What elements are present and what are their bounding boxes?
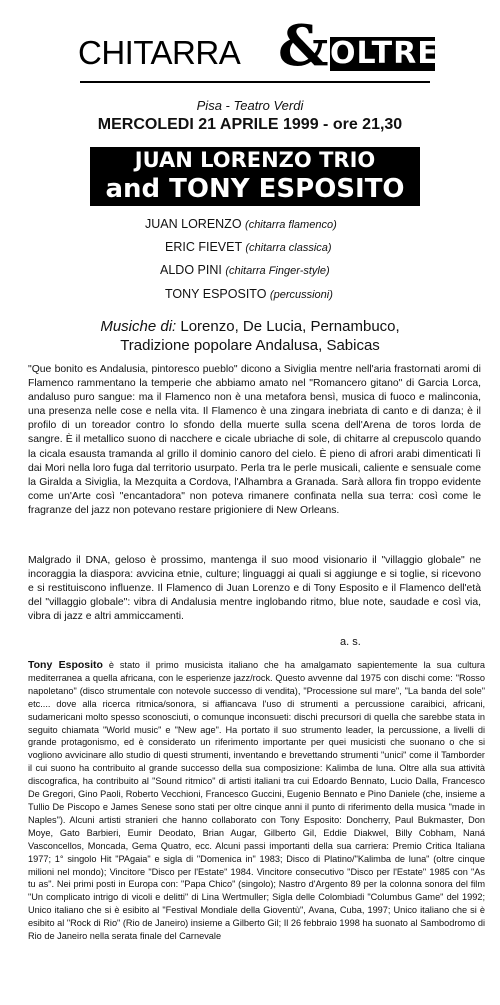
lineup-item	[145, 217, 337, 231]
lineup-item	[165, 287, 333, 301]
band-title-line2: and TONY ESPOSITO	[90, 173, 420, 206]
event-date: MERCOLEDI 21 APRILE 1999 - ore 21,30	[97, 116, 403, 133]
venue: Pisa - Teatro Verdi	[196, 98, 304, 113]
second-paragraph: Malgrado il DNA, geloso è prossimo, mantenga il suo mood visionario il "villaggio globale" ne incoraggia la diaspora: avvicina etnie, culture; linguaggi ai quali si aggiunge e si toglie, si ricevono e si restituiscono influenze. Il Flamenco di Juan Lorenzo e di Tony Esposito e il Flamenco dell'età del "villaggio globale": vibra di Andalusia mentre inglobando ritmo, blue note, saudade e così via, vibra di jazz e altri ammiccamenti.	[28, 555, 481, 623]
musician-name: ERIC FIEVET	[165, 240, 242, 254]
musician-role: (chitarra Finger-style)	[225, 265, 330, 277]
musician-role: (percussioni)	[269, 289, 333, 301]
signature: a. s.	[340, 636, 361, 648]
brand-right: OLTRE	[330, 36, 439, 71]
musician-role: (chitarra classica)	[245, 242, 332, 254]
biography	[28, 659, 485, 943]
brand-left: CHITARRA	[78, 34, 241, 71]
music-credits-line2: Tradizione popolare Andalusa, Sabicas	[120, 337, 380, 354]
header-rule	[80, 81, 430, 83]
bio-name: Tony Esposito	[28, 659, 103, 671]
intro-paragraph: "Que bonito es Andalusia, pintoresco pueblo" dicono a Siviglia mentre nell'aria frastornati aromi di Flamenco rammentano la temperie che abbiamo amato nel "Romancero gitano" di Garcia Lorca, andaluso puro sangue: ma il Flamenco non è una metafora bensì, musica di fuoco e malinconia, una presenza nelle cose e nella vita. Il Flamenco è una zingara inebriata di canto e di danza; è il profilo di un toreador contro lo sfondo della muerte sulla scena dell'Arena de toros lorda de sangre. È il metallico suono di nacchere e cicale ubriache di sole, di chitarre al crepuscolo quando la cicala esausta tramanda al grillo il dominio canoro del cielo. È pieno di afrori arabi dimenticati lì dai Mori nella loro fuga dal territorio usurpato. Perla tra le perle musicali, caliente e sensuale come la Giralda a Siviglia, la Mezquita a Cordova, l'Alhambra a Granada. Sarà allora fin troppo evidente come un'Arte così "encantadora" non poteva rimanere confinata nella sua terra: così come le fragranze del jazz non potevano restare prigioniere di New Orleans.	[28, 364, 481, 516]
music-label: Musiche di:	[100, 318, 177, 335]
band-title-line1: JUAN LORENZO TRIO	[90, 147, 420, 173]
music-composers: Lorenzo, De Lucia, Pernambuco,	[180, 318, 400, 335]
masthead-logo	[78, 13, 439, 79]
musician-name: JUAN LORENZO	[145, 217, 242, 231]
musician-role: (chitarra flamenco)	[245, 219, 337, 231]
bio-text: è stato il primo musicista italiano che ha amalgamato sapientemente la sua cultura mediterranea a quella africana, con le esperienze jazz/rock. Questo avvenne dal 1975 con dischi come: "Rosso napoletano" (disco strumentale con notevole successo di vendita), "Processione sul mare", "La banda del sole" etc.... dove alla ricerca ritmica/sonora, si affiancava l'uso di strumenti a percussione caraibici, africani, sudamericani molto spesso sconosciuti, o comunque inconsueti: dischi precursori di quella che sarebbe stata in seguito chiamata "World music" e "New age". Ha portato il suo strumento leader, la percussione, a livelli di grande protagonismo, ed è considerato un riferimento importante per quei musicisti che suonano o che si vogliono avvicinare allo studio di questi strumenti, inventando e brevettando strumenti "unici" come il Tamborder il cui suono ha contribuito al grande successo della sua composizione: Kalimba de luna. Oltre alla sua attività discografica, ha contribuito al "Sound ritmico" di artisti italiani tra cui Edoardo Bennato, Lucio Dalla, Francesco De Gregori, Gino Paoli, Roberto Vecchioni, Francesco Guccini, Eugenio Bennato e Pino Daniele (che, insieme a Tullio De Piscopo e James Senese sono stati per oltre cinque anni il punto di riferimento della musica "made in Naples"). Alcuni artisti stranieri che hanno collaborato con Tony Esposito: Doncherry, Paul Bukmaster, Don Moye, Gato Barbieri, Eumir Deodato, Brian Augar, Gilberto Gil, Eddie Diakwel, Billy Cobham, Naná Vasconcellos, Moncada, Gema Quatro, ecc. Alcuni passi importanti della sua carriera: Premio Critica Italiana 1977; 1° singolo Hit "PAgaia" e sigla di "Domenica in" 1983; Disco di Platino/"Kalimba de luna" (oltre cinque milioni nel mondo); Vincitore "Disco per l'Estate" 1984. Vincitore consecutivo "Disco per l'Estate" 1985 con "As tu as". Nei primi posti in Europa con: "Papa Chico" (singolo); Nastro d'Argento 89 per la colonna sonora del film "Un complicato intrigo di vicoli e delitti" di Lina Wertmuller; Sigla delle Colombiadi "Columbus Game" del 1992; Unico italiano che si è esibito al "Festival Mondiale della Gioventù", Avana, Cuba, 1997; Unico italiano che si è esibito al "Rock di Rio" (Rio de Janeiro) insieme a Gilberto Gil; Il 26 febbraio 1998 ha suonato al Sambodromo di Rio de Janeiro nella serata finale del Carnevale	[28, 660, 485, 942]
lineup-item	[165, 240, 332, 254]
lineup-item	[160, 263, 330, 277]
musician-name: TONY ESPOSITO	[165, 287, 267, 301]
musician-name: ALDO PINI	[160, 263, 222, 277]
brand-ampersand: &	[278, 13, 329, 79]
music-credits-line1	[0, 318, 500, 335]
